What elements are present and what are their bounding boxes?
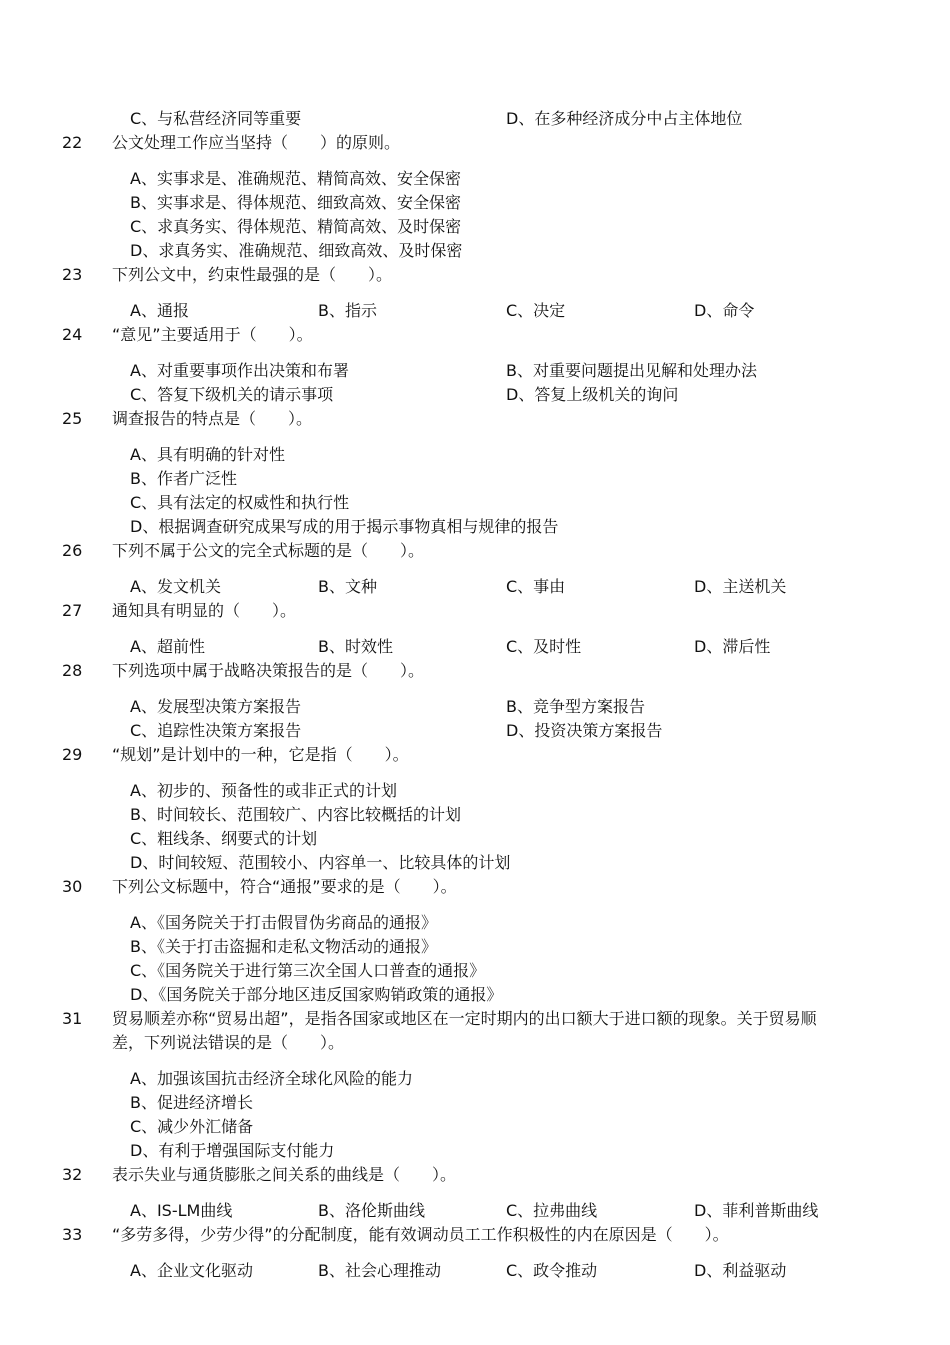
q27-option-d: D、滞后性 [694, 637, 771, 656]
q33-option-d: D、利益驱动 [694, 1261, 787, 1280]
q26-option-a: A、发文机关 [130, 577, 221, 596]
q22-option-b: B、实事求是、得体规范、细致高效、安全保密 [130, 193, 461, 212]
question-text: 通知具有明显的（ ）。 [112, 601, 297, 620]
q32-option-c: C、拉弗曲线 [506, 1201, 598, 1220]
q22-option-d: D、求真务实、准确规范、细致高效、及时保密 [130, 241, 463, 260]
q28-option-d: D、投资决策方案报告 [506, 721, 663, 740]
q33-option-a: A、企业文化驱动 [130, 1261, 253, 1280]
question-27 [0, 599, 950, 623]
question-number: 25 [62, 409, 83, 428]
q27-option-c: C、及时性 [506, 637, 582, 656]
q26-option-b: B、文种 [318, 577, 377, 596]
question-number: 31 [62, 1009, 83, 1028]
question-number: 32 [62, 1165, 83, 1184]
q23-option-b: B、指示 [318, 301, 377, 320]
q23-option-d: D、命令 [694, 301, 755, 320]
question-number: 29 [62, 745, 83, 764]
q21-option-c: C、与私营经济同等重要 [130, 109, 302, 128]
q25-option-b: B、作者广泛性 [130, 469, 237, 488]
question-28 [0, 659, 950, 683]
question-number: 33 [62, 1225, 83, 1244]
q26-option-c: C、事由 [506, 577, 566, 596]
q25-option-d: D、根据调查研究成果写成的用于揭示事物真相与规律的报告 [130, 517, 559, 536]
q23-option-c: C、决定 [506, 301, 566, 320]
question-32 [0, 1163, 950, 1187]
question-26 [0, 539, 950, 563]
q23-option-a: A、通报 [130, 301, 189, 320]
question-number: 24 [62, 325, 83, 344]
q29-option-a: A、初步的、预备性的或非正式的计划 [130, 781, 397, 800]
question-text: 公文处理工作应当坚持（ ）的原则。 [112, 133, 401, 152]
question-25 [0, 407, 950, 431]
q29-option-b: B、时间较长、范围较广、内容比较概括的计划 [130, 805, 461, 824]
q22-option-a: A、实事求是、准确规范、精简高效、安全保密 [130, 169, 461, 188]
q31-option-b: B、促进经济增长 [130, 1093, 253, 1112]
question-text: 下列选项中属于战略决策报告的是（ ）。 [112, 661, 425, 680]
question-22 [0, 131, 950, 155]
question-33 [0, 1223, 950, 1247]
question-text-line-1: 贸易顺差亦称“贸易出超”，是指各国家或地区在一定时期内的出口额大于进口额的现象。关于贸易顺 [112, 1009, 817, 1028]
question-number: 23 [62, 265, 83, 284]
q31-option-d: D、有利于增强国际支付能力 [130, 1141, 335, 1160]
question-text: 表示失业与通货膨胀之间关系的曲线是（ ）。 [112, 1165, 457, 1184]
question-number: 27 [62, 601, 83, 620]
question-30 [0, 875, 950, 899]
question-23 [0, 263, 950, 287]
question-number: 22 [62, 133, 83, 152]
q32-option-d: D、菲利普斯曲线 [694, 1201, 819, 1220]
question-text: “意见”主要适用于（ ）。 [112, 325, 313, 344]
q30-option-c: C、《国务院关于进行第三次全国人口普查的通报》 [130, 961, 486, 980]
q27-option-a: A、超前性 [130, 637, 205, 656]
question-text: 下列公文中，约束性最强的是（ ）。 [112, 265, 393, 284]
q31-option-c: C、减少外汇储备 [130, 1117, 254, 1136]
q25-option-a: A、具有明确的针对性 [130, 445, 285, 464]
question-text-line-2: 差，下列说法错误的是（ ）。 [112, 1033, 345, 1052]
question-text: 下列公文标题中，符合“通报”要求的是（ ）。 [112, 877, 457, 896]
question-number: 28 [62, 661, 83, 680]
q24-option-a: A、对重要事项作出决策和布署 [130, 361, 349, 380]
q26-option-d: D、主送机关 [694, 577, 787, 596]
question-number: 30 [62, 877, 83, 896]
q30-option-d: D、《国务院关于部分地区违反国家购销政策的通报》 [130, 985, 503, 1004]
q27-option-b: B、时效性 [318, 637, 393, 656]
q28-option-b: B、竞争型方案报告 [506, 697, 645, 716]
question-text: 下列不属于公文的完全式标题的是（ ）。 [112, 541, 425, 560]
question-29 [0, 743, 950, 767]
q33-option-b: B、社会心理推动 [318, 1261, 441, 1280]
q29-option-c: C、粗线条、纲要式的计划 [130, 829, 318, 848]
question-24 [0, 323, 950, 347]
q33-option-c: C、政令推动 [506, 1261, 598, 1280]
q28-option-c: C、追踪性决策方案报告 [130, 721, 302, 740]
q29-option-d: D、时间较短、范围较小、内容单一、比较具体的计划 [130, 853, 511, 872]
q24-option-c: C、答复下级机关的请示事项 [130, 385, 334, 404]
q30-option-b: B、《关于打击盗掘和走私文物活动的通报》 [130, 937, 437, 956]
q24-option-b: B、对重要问题提出见解和处理办法 [506, 361, 757, 380]
q28-option-a: A、发展型决策方案报告 [130, 697, 301, 716]
q31-option-a: A、加强该国抗击经济全球化风险的能力 [130, 1069, 413, 1088]
question-31 [0, 1007, 950, 1031]
q21-option-d: D、在多种经济成分中占主体地位 [506, 109, 743, 128]
q32-option-b: B、洛伦斯曲线 [318, 1201, 425, 1220]
question-text: “规划”是计划中的一种，它是指（ ）。 [112, 745, 409, 764]
q22-option-c: C、求真务实、得体规范、精简高效、及时保密 [130, 217, 462, 236]
q30-option-a: A、《国务院关于打击假冒伪劣商品的通报》 [130, 913, 437, 932]
question-text: “多劳多得，少劳少得”的分配制度，能有效调动员工工作积极性的内在原因是（ ）。 [112, 1225, 729, 1244]
q25-option-c: C、具有法定的权威性和执行性 [130, 493, 350, 512]
question-text: 调查报告的特点是（ ）。 [112, 409, 313, 428]
q32-option-a: A、IS-LM曲线 [130, 1201, 233, 1220]
q24-option-d: D、答复上级机关的询问 [506, 385, 679, 404]
question-number: 26 [62, 541, 83, 560]
